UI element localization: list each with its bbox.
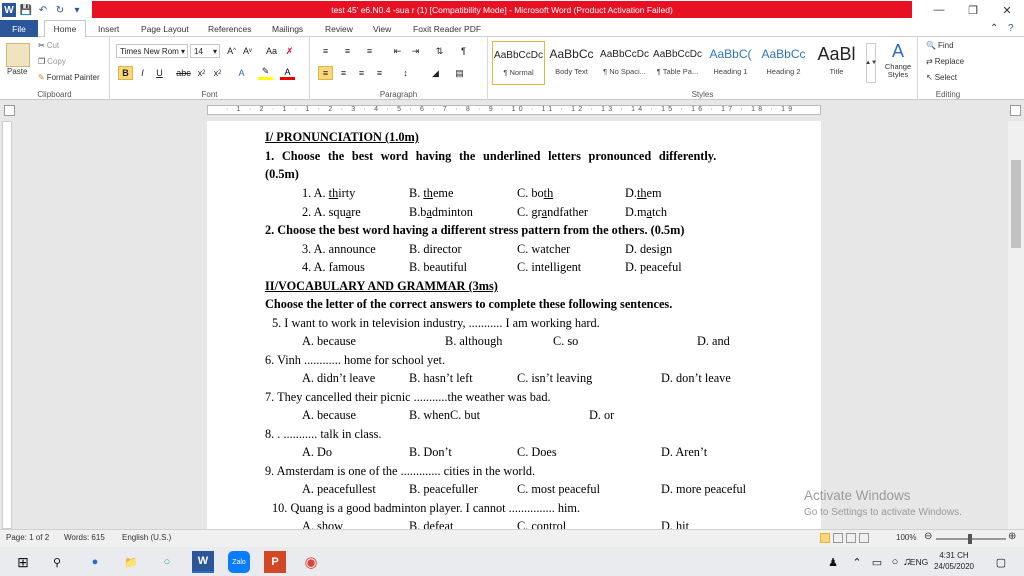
editing-group: [918, 37, 978, 100]
replace-label: Replace: [934, 57, 965, 66]
option-b: B. beautiful: [409, 260, 468, 274]
tab-home[interactable]: Home: [44, 20, 86, 38]
question-sentence: 6. Vinh ............ home for school yet.: [265, 353, 446, 367]
question-sentence: 9. Amsterdam is one of the ............. cities in the world.: [265, 464, 536, 478]
justify-button[interactable]: ≡: [376, 68, 383, 78]
chevron-down-icon: ▾: [212, 46, 217, 56]
option-d: D. don’t leave: [661, 371, 731, 385]
text-effects-icon[interactable]: A: [238, 68, 245, 78]
format-painter-button[interactable]: [38, 73, 100, 82]
option-d: D. and: [697, 334, 730, 348]
view-ruler-icon[interactable]: [1010, 105, 1021, 116]
section-heading: II/VOCABULARY AND GRAMMAR (3ms): [265, 279, 498, 293]
style-preview: AaBbCc: [549, 47, 594, 61]
tab-references[interactable]: References: [208, 23, 252, 34]
align-right-button[interactable]: ≡: [358, 68, 365, 78]
option-text: B.: [409, 186, 424, 200]
option-d: D. peaceful: [625, 260, 682, 274]
underline-button[interactable]: U: [156, 68, 163, 78]
cursor-icon: ↖: [926, 73, 933, 82]
font-label: Font: [201, 90, 218, 99]
question-sentence: 5. I want to work in television industry, ........... I am working hard.: [272, 316, 600, 330]
volume-icon[interactable]: ♫: [902, 556, 912, 568]
grow-font-icon[interactable]: A ^: [227, 46, 236, 56]
tab-review[interactable]: Review: [325, 23, 353, 34]
redo-icon[interactable]: ↻: [55, 4, 65, 16]
windows-start-icon[interactable]: ⊞: [17, 553, 29, 570]
binoculars-icon: 🔍: [926, 41, 936, 50]
replace-button[interactable]: [926, 57, 964, 66]
underlined-letters: th: [543, 186, 554, 200]
undo-icon[interactable]: ↶: [38, 4, 48, 16]
underlined-letters: th: [636, 186, 647, 200]
style-preview: AaBbCcDc: [600, 48, 649, 60]
word-app-icon: W: [2, 3, 16, 17]
select-label: Select: [934, 73, 957, 82]
view-buttons: [820, 533, 878, 543]
align-center-button[interactable]: ≡: [340, 68, 347, 78]
option-d: D. design: [625, 242, 673, 256]
underlined-letters: th: [328, 186, 339, 200]
print-layout-icon[interactable]: [820, 533, 830, 543]
close-button[interactable]: ✕: [1002, 4, 1012, 17]
clock-date: 24/05/2020: [933, 562, 975, 571]
option-c: C. Does: [517, 445, 557, 459]
style-preview: AaBl: [817, 43, 856, 64]
clipboard-group: [0, 37, 110, 100]
select-button[interactable]: [926, 73, 957, 82]
scrollbar-thumb[interactable]: [1011, 160, 1021, 248]
ribbon-tabs: [0, 20, 1024, 37]
option-b: B. Don’t: [409, 445, 452, 459]
font-name-box[interactable]: [116, 44, 188, 58]
option-text: 2. A. squ: [302, 205, 346, 219]
option-c: C. watcher: [517, 242, 571, 256]
option-c: C. intelligent: [517, 260, 582, 274]
option-b: B. hasn’t left: [409, 371, 473, 385]
brush-icon: ✎: [38, 73, 45, 82]
styles-label: Styles: [691, 90, 714, 99]
zalo-icon[interactable]: Zalo: [228, 551, 250, 573]
strikethrough-button[interactable]: abc: [176, 68, 191, 78]
style-name: Heading 2: [766, 67, 801, 76]
window-title: test 45' e6.N0.4 -sua r (1) [Compatibility Mode] - Microsoft Word (Product Activation Failed): [92, 1, 912, 18]
subscript-button[interactable]: x 2: [197, 68, 206, 78]
vertical-ruler[interactable]: [2, 121, 12, 529]
clipboard-label: Clipboard: [37, 90, 72, 99]
font-color-icon[interactable]: A: [280, 66, 295, 80]
option-row: [302, 186, 355, 201]
restore-button[interactable]: ❐: [968, 4, 978, 17]
superscript-button[interactable]: x 2: [213, 68, 222, 78]
numbering-icon[interactable]: ≡: [344, 46, 351, 56]
full-screen-icon[interactable]: [833, 533, 843, 543]
option-b: B. although: [445, 334, 503, 348]
style-preview: AaBbCc: [761, 47, 806, 61]
option-text: 1. A.: [302, 186, 329, 200]
tab-selector-icon[interactable]: [4, 105, 15, 116]
option-d: D. more peaceful: [661, 482, 747, 496]
clock-time: 4:31 CH: [939, 551, 969, 560]
underlined-letters: a: [426, 205, 432, 219]
option-a: A. show: [302, 519, 343, 529]
paste-button[interactable]: Paste: [7, 67, 28, 76]
question-sentence: 7. They cancelled their picnic ...........the weather was bad.: [265, 390, 551, 404]
search-icon[interactable]: ⚲: [52, 556, 62, 569]
network-icon[interactable]: ○: [891, 556, 899, 568]
customize-qat-icon[interactable]: ▾: [74, 4, 80, 16]
outline-icon[interactable]: [859, 533, 869, 543]
align-left-button[interactable]: ≡: [318, 66, 333, 80]
find-label: Find: [937, 41, 954, 50]
question-instruction: 1. Choose the best word having the underlined letters pronounced differently.: [265, 149, 717, 163]
web-layout-icon[interactable]: [846, 533, 856, 543]
option-a: 4. A. famous: [302, 260, 365, 274]
option-d: D. hit: [661, 519, 690, 529]
decrease-indent-icon[interactable]: ⇤: [393, 45, 402, 56]
option-text: C. bo: [517, 186, 544, 200]
option-text: re: [351, 205, 361, 219]
chevron-up-icon[interactable]: ⌃: [852, 556, 862, 569]
sort-icon[interactable]: ⇅: [435, 45, 444, 56]
option-b: B. defeat: [409, 519, 454, 529]
option-b: B. peacefuller: [409, 482, 478, 496]
option-text: em: [646, 186, 662, 200]
chevron-down-icon: ▾: [180, 46, 185, 56]
option-d: D. Aren’t: [661, 445, 708, 459]
help-icon[interactable]: ?: [1008, 23, 1014, 34]
font-group: [110, 37, 310, 100]
zoom-app-icon[interactable]: ●: [91, 556, 99, 568]
notifications-icon[interactable]: ▢: [995, 556, 1007, 569]
style-name: Title: [829, 67, 844, 76]
paragraph-group: [310, 37, 488, 100]
option-a: A. because: [302, 408, 356, 422]
copy-label: Copy: [47, 57, 66, 66]
style-name: Heading 1: [713, 67, 748, 76]
tab-file[interactable]: File: [0, 20, 38, 37]
option-d: [625, 186, 662, 201]
style-heading-2[interactable]: [757, 41, 810, 85]
option-text: C. gr: [517, 205, 542, 219]
battery-icon[interactable]: ▭: [871, 556, 883, 569]
language-button[interactable]: ENG: [909, 557, 929, 567]
question-instruction: 2. Choose the best word having a different stress pattern from the others. (0.5m): [265, 223, 685, 237]
question-sentence: 8. . ........... talk in class.: [265, 427, 382, 441]
cut-label: Cut: [46, 41, 60, 50]
tab-page-layout[interactable]: Page Layout: [141, 23, 189, 34]
page-count[interactable]: Page: 1 of 2: [6, 533, 50, 542]
italic-button[interactable]: I: [141, 68, 144, 78]
powerpoint-icon[interactable]: P: [264, 551, 286, 573]
question-instruction: Choose the letter of the correct answers to complete these following sentences.: [265, 297, 673, 311]
style-preview: AaBbCcDc: [653, 48, 702, 60]
option-a: A. Do: [302, 445, 333, 459]
change-styles-label: Change Styles: [884, 62, 912, 79]
underlined-letters: a: [646, 205, 652, 219]
change-case-icon[interactable]: Aa: [265, 46, 277, 56]
style-normal[interactable]: [492, 41, 545, 85]
word-count[interactable]: Words: 615: [64, 533, 105, 542]
style-name: Body Text: [555, 67, 588, 76]
scissors-icon: ✂: [38, 41, 45, 50]
styles-group: [488, 37, 918, 100]
option-text: D.m: [625, 205, 647, 219]
underlined-letters: th: [423, 186, 433, 200]
zoom-in-icon[interactable]: ⊕: [1008, 531, 1017, 542]
clear-formatting-icon[interactable]: ✗: [285, 45, 294, 56]
option-a: A. because: [302, 334, 356, 348]
quick-access-toolbar: [2, 2, 84, 18]
zoom-slider-thumb[interactable]: [968, 534, 972, 544]
option-row: [302, 205, 361, 220]
show-formatting-icon[interactable]: ¶: [461, 46, 466, 56]
tab-insert[interactable]: Insert: [98, 23, 120, 34]
people-icon[interactable]: ♟: [828, 556, 838, 569]
style-table-paragraph[interactable]: [651, 41, 704, 85]
style-title[interactable]: [810, 41, 863, 85]
borders-icon[interactable]: ▤: [455, 67, 464, 78]
option-a: A. didn’t leave: [302, 371, 376, 385]
option-c: C. control: [517, 519, 567, 529]
chrome-icon[interactable]: ◉: [304, 554, 318, 571]
option-c: [517, 186, 553, 201]
zoom-out-icon[interactable]: ⊖: [924, 531, 933, 542]
replace-icon: ⇄: [926, 57, 933, 66]
horizontal-ruler[interactable]: [207, 105, 821, 115]
styles-scroll[interactable]: ▲▼: [866, 43, 876, 83]
language-indicator[interactable]: English (U.S.): [122, 533, 172, 542]
style-body-text[interactable]: [545, 41, 598, 85]
style-preview: AaBbCcDc: [494, 49, 543, 61]
option-text: B.b: [409, 205, 427, 219]
option-text: tch: [652, 205, 668, 219]
option-d: D. or: [589, 408, 615, 422]
option-b: [409, 205, 473, 220]
shading-icon[interactable]: ◢: [432, 67, 439, 78]
ruler-marks: · 1 · 2 · 1 · 1 · 2 · 3 · 4 · 5 · 6 · 7 · 8 · 9 · 10 · 11 · 12 · 13 · 14 · 15 · 16 · 17 · 18 · 19: [226, 106, 796, 113]
word-taskbar-icon[interactable]: W: [192, 551, 214, 573]
style-preview: AaBbC(: [709, 47, 752, 61]
question-instruction: (0.5m): [265, 167, 299, 181]
option-b: B. whenC. but: [409, 408, 481, 422]
font-size-value: 14: [194, 46, 203, 56]
increase-indent-icon[interactable]: ⇥: [411, 45, 420, 56]
option-d: [625, 205, 667, 220]
line-spacing-icon[interactable]: ↕: [403, 68, 408, 78]
shrink-font-icon[interactable]: A v: [242, 46, 252, 56]
style-name: ¶ Table Pa...: [656, 67, 699, 76]
copy-icon: ❐: [38, 57, 46, 66]
tab-mailings[interactable]: Mailings: [272, 23, 304, 34]
paste-icon[interactable]: [6, 43, 30, 67]
multilevel-list-icon[interactable]: ≡: [366, 46, 373, 56]
option-text: irty: [338, 186, 356, 200]
question-sentence: 10. Quang is a good badminton player. I cannot ............... him.: [272, 501, 581, 515]
style-heading-1[interactable]: [704, 41, 757, 85]
bold-button[interactable]: B: [118, 66, 133, 80]
ribbon: [0, 37, 1024, 100]
option-c: C. most peaceful: [517, 482, 600, 496]
option-text: eme: [432, 186, 454, 200]
option-text: ndfather: [547, 205, 589, 219]
change-styles-icon: A: [891, 41, 904, 61]
highlight-icon[interactable]: ✎: [258, 66, 273, 80]
paragraph-label: Paragraph: [379, 90, 418, 99]
file-explorer-icon[interactable]: 📁: [124, 556, 138, 569]
font-size-box[interactable]: [190, 44, 220, 58]
editing-label: Editing: [935, 90, 961, 99]
option-a: 3. A. announce: [302, 242, 376, 256]
taskbar: [0, 547, 1024, 576]
change-styles-button[interactable]: [881, 41, 915, 79]
tab-foxit-reader-pdf[interactable]: Foxit Reader PDF: [413, 23, 482, 34]
bullets-icon[interactable]: ≡: [322, 46, 329, 56]
minimize-button[interactable]: —: [933, 4, 945, 16]
style-name: ¶ No Spaci...: [603, 67, 646, 76]
option-text: D.: [625, 186, 637, 200]
title-bar: [0, 0, 1024, 20]
option-c: C. isn’t leaving: [517, 371, 593, 385]
style-no-spacing[interactable]: [598, 41, 651, 85]
option-c: C. so: [553, 334, 579, 348]
app-icon[interactable]: ○: [163, 556, 171, 568]
save-icon[interactable]: 💾: [19, 4, 33, 16]
minimize-ribbon-icon[interactable]: ⌃: [990, 23, 999, 34]
option-a: A. peacefullest: [302, 482, 376, 496]
activation-watermark: Activate Windows: [804, 488, 911, 503]
tab-view[interactable]: View: [373, 23, 392, 34]
status-bar: [0, 529, 1024, 547]
underlined-letters: a: [345, 205, 352, 219]
font-name-value: Times New Rom: [120, 46, 179, 56]
document-page[interactable]: [207, 121, 821, 529]
section-heading: I/ PRONUNCIATION (1.0m): [265, 130, 419, 144]
underlined-letters: a: [541, 205, 548, 219]
find-button[interactable]: [926, 41, 954, 50]
style-name: ¶ Normal: [503, 68, 534, 77]
format-painter-label: Format Painter: [46, 73, 100, 82]
zoom-level[interactable]: 100%: [896, 533, 917, 542]
clock[interactable]: [933, 550, 975, 572]
activation-watermark-subtext: Go to Settings to activate Windows.: [804, 507, 962, 518]
option-b: B. director: [409, 242, 462, 256]
copy-button[interactable]: [38, 57, 66, 66]
option-c: [517, 205, 588, 220]
option-text: dminton: [431, 205, 473, 219]
option-b: [409, 186, 453, 201]
cut-button[interactable]: [38, 41, 59, 50]
